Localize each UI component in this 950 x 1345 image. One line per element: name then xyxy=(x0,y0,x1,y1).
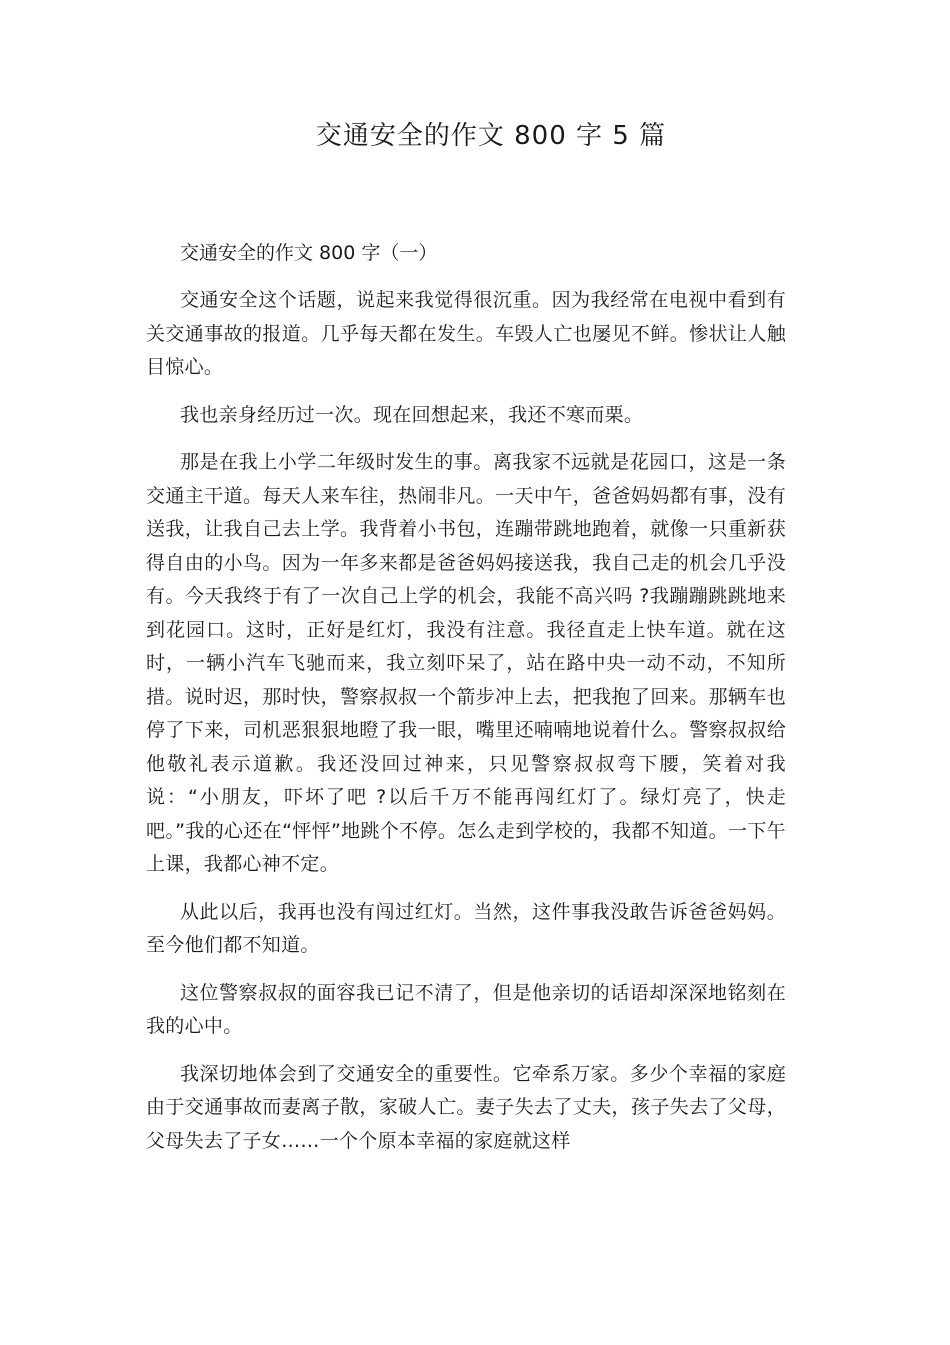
paragraph-3: 那是在我上小学二年级时发生的事。离我家不远就是花园口，这是一条交通主干道。每天人来车往，热闹非凡。一天中午，爸爸妈妈都有事，没有送我，让我自己去上学。我背着小书包，连蹦带跳地跑着，就像一只重新获得自由的小鸟。因为一年多来都是爸爸妈妈接送我，我自己走的机会几乎没有。今天我终于有了一次自己上学的机会，我能不高兴吗 ?我蹦蹦跳跳地来到花园口。这时，正好是红灯，我没有注意。我径直走上快车道。就在这时，一辆小汽车飞驰而来，我立刻吓呆了，站在路中央一动不动，不知所措。说时迟，那时快，警察叔叔一个箭步冲上去，把我抱了回来。那辆车也停了下来，司机恶狠狠地瞪了我一眼，嘴里还喃喃地说着什么。警察叔叔给他敬礼表示道歉。我还没回过神来，只见警察叔叔弯下腰，笑着对我说：“小朋友，吓坏了吧 ?以后千万不能再闯红灯了。绿灯亮了，快走吧。”我的心还在“怦怦”地跳个不停。怎么走到学校的，我都不知道。一下午上课，我都心神不定。 xyxy=(146,451,786,875)
paragraph-2: 我也亲身经历过一次。现在回想起来，我还不寒而栗。 xyxy=(180,403,644,426)
paragraph-6: 我深切地体会到了交通安全的重要性。它牵系万家。多少个幸福的家庭由于交通事故而妻离子散，家破人亡。妻子失去了丈夫，孩子失去了父母，父母失去了子女……一个个原本幸福的家庭就这样 xyxy=(146,1062,786,1152)
paragraph-5: 这位警察叔叔的面容我已记不清了，但是他亲切的话语却深深地铭刻在我的心中。 xyxy=(146,981,786,1037)
paragraph-4: 从此以后，我再也没有闯过红灯。当然，这件事我没敢告诉爸爸妈妈。至今他们都不知道。 xyxy=(146,900,786,956)
document-body xyxy=(146,236,786,1172)
section-subtitle: 交通安全的作文 800 字（一） xyxy=(180,242,438,264)
paragraph-1: 交通安全这个话题，说起来我觉得很沉重。因为我经常在电视中看到有关交通事故的报道。几乎每天都在发生。车毁人亡也屡见不鲜。惨状让人触目惊心。 xyxy=(146,289,786,378)
document-title: 交通安全的作文 800 字 5 篇 xyxy=(315,121,667,151)
